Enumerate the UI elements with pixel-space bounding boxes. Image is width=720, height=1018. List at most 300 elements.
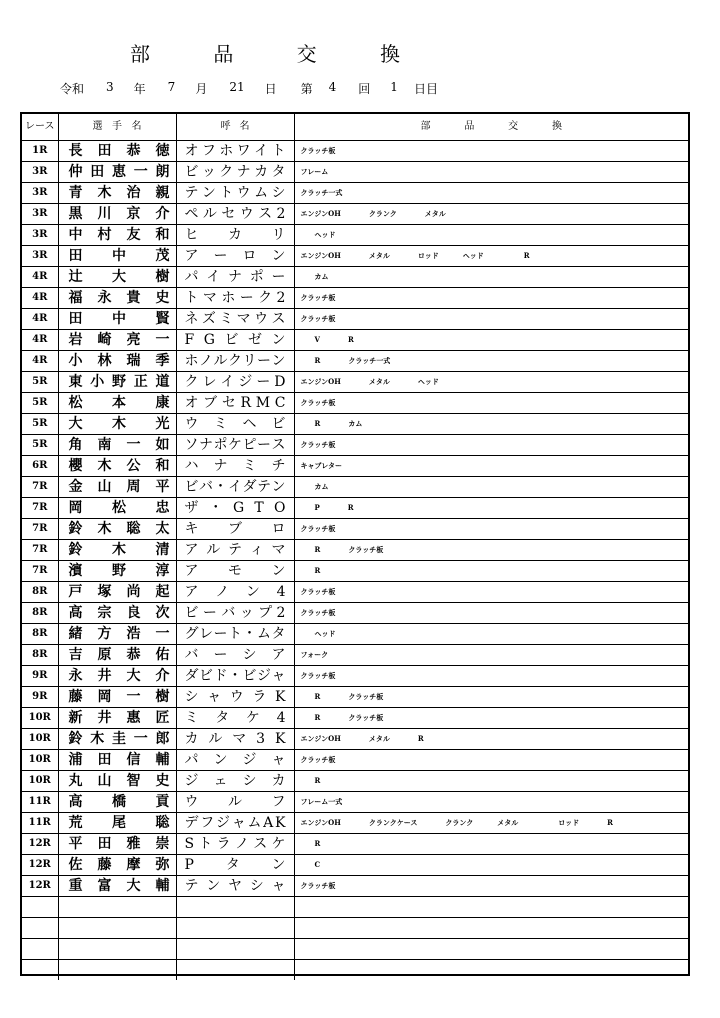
race-cell: 8R [22,645,58,666]
nickname-char: ト [198,836,213,852]
rider-char: 永 [97,290,112,306]
part-item: V [314,335,320,344]
parts-cell [294,519,688,540]
nickname-char: ア [184,584,199,600]
rider-cell [58,183,176,204]
race-cell: 10R [22,708,58,729]
part-item: フレーム一式 [300,797,343,806]
rider-cell [58,435,176,456]
rider-char: 弥 [155,857,170,873]
nickname-char: ケ [228,437,242,453]
part-item: R [314,692,321,701]
nickname-char: ル [213,353,228,369]
rider-char: 櫻 [68,458,83,474]
nickname-char: D [274,374,286,390]
parts-cell [294,666,688,687]
empty-row [22,897,688,918]
rider-char: 智 [126,773,141,789]
rider-char: 丸 [68,773,83,789]
nickname-char: ー [256,374,271,390]
parts-cell [294,729,688,750]
race-cell: 3R [22,183,58,204]
part-item: R [314,419,321,428]
table-row [22,456,688,477]
header-race: レース [22,114,58,141]
nickname-char: ウ [184,416,199,432]
part-item: クラッチ板 [300,587,336,596]
part-item: ロッド [558,818,580,827]
nickname-char: ミ [219,311,234,327]
rider-cell [58,645,176,666]
rider-char: 田 [97,143,112,159]
table-row [22,330,688,351]
nickname-char: ペ [184,206,199,222]
nickname-cell [176,561,294,582]
nickname-char: ビ [271,416,286,432]
part-item: キャブレター [300,461,342,470]
nickname-char: イ [220,374,235,390]
nickname-char: ウ [184,794,199,810]
race-cell: 5R [22,435,58,456]
nickname-char: マ [202,290,217,306]
nickname-char: ジ [242,752,257,768]
header-char: 名 [239,121,250,132]
date-part: 令和 [60,82,85,96]
rider-char: 高 [68,794,83,810]
nickname-char: A [263,815,274,831]
rider-char: 松 [112,500,126,516]
rider-cell [58,162,176,183]
nickname-cell [176,351,294,372]
nickname-char: ピ [242,437,257,453]
parts-cell [294,309,688,330]
rider-char: 浦 [68,752,83,768]
nickname-char: ミ [242,458,257,474]
nickname-char: ア [184,542,199,558]
nickname-char: ッ [239,605,254,621]
table-row [22,351,688,372]
empty-cell [294,918,688,939]
date-part: 月 [195,82,208,96]
rider-char: 聡 [126,521,141,537]
rider-char: 道 [155,374,170,390]
rider-cell [58,624,176,645]
nickname-cell [176,141,294,162]
nickname-char: K [275,689,286,705]
rider-char: 木 [97,185,112,201]
rider-char: 村 [97,227,112,243]
rider-cell [58,372,176,393]
nickname-char: ・ [242,626,257,642]
part-item: クラッチ一式 [300,188,343,197]
nickname-char: リ [271,227,286,243]
race-cell: 12R [22,876,58,897]
rider-char: 黒 [68,206,83,222]
parts-cell [294,267,688,288]
race-cell: 10R [22,750,58,771]
nickname-cell [176,645,294,666]
nickname-char: ー [202,605,217,621]
rider-char: 佑 [155,647,170,663]
nickname-char: ウ [229,689,244,705]
race-cell: 8R [22,582,58,603]
table-row [22,582,688,603]
nickname-char: ア [184,563,199,579]
nickname-char: シ [242,647,257,663]
rider-char: 起 [155,584,170,600]
parts-cell [294,750,688,771]
part-item: メタル [368,377,390,386]
rider-char: 崇 [155,836,170,852]
rider-char: 正 [133,374,148,390]
nickname-char: ク [219,164,234,180]
nickname-char: テ [257,479,271,495]
parts-cell [294,162,688,183]
nickname-char: ナ [236,164,251,180]
rider-char: 橋 [112,794,126,810]
rider-char: 恭 [126,143,141,159]
nickname-char: モ [228,563,242,579]
nickname-cell [176,162,294,183]
nickname-char: ム [247,815,262,831]
rider-char: 山 [97,479,112,495]
part-item: R [314,566,321,575]
nickname-char: ラ [216,836,231,852]
table-row [22,372,688,393]
nickname-cell [176,246,294,267]
race-cell: 7R [22,561,58,582]
rider-char: 藤 [68,689,83,705]
race-cell: 8R [22,603,58,624]
rider-cell [58,582,176,603]
rider-char: 東 [68,374,83,390]
nickname-char: ト [184,290,199,306]
nickname-char: 2 [276,206,286,222]
parts-cell [294,351,688,372]
table-row [22,498,688,519]
nickname-char: P [184,857,194,873]
rider-char: 大 [126,668,141,684]
rider-char: 仲 [68,164,83,180]
nickname-char: ク [228,353,242,369]
race-cell: 7R [22,498,58,519]
nickname-char: ホ [184,353,199,369]
date-part: 第 [300,82,313,96]
part-item: クラッチ板 [300,314,336,323]
nickname-char: ー [213,626,228,642]
part-item: クラッチ板 [300,293,336,302]
rider-char: 季 [155,353,170,369]
table-row [22,309,688,330]
nickname-char: ー [213,248,228,264]
rider-char: 佐 [68,857,83,873]
part-item: フレーム [300,167,329,176]
parts-cell [294,687,688,708]
rider-char: 貴 [126,290,141,306]
nickname-char: イ [228,479,242,495]
race-cell: 7R [22,477,58,498]
parts-exchange-table-frame [20,112,690,976]
nickname-cell [176,414,294,435]
rider-char: 友 [126,227,141,243]
part-item: R [607,818,613,827]
rider-cell [58,141,176,162]
rider-cell [58,771,176,792]
nickname-char: ー [257,353,271,369]
header-char: 部 [420,121,431,132]
nickname-cell [176,204,294,225]
rider-char: 浩 [126,626,141,642]
nickname-char: K [274,731,286,747]
table-row [22,876,688,897]
nickname-char: オ [184,143,199,159]
rider-char: 小 [68,353,83,369]
table-row [22,792,688,813]
race-cell: 9R [22,687,58,708]
rider-char: 木 [90,731,105,747]
nickname-char: ッ [201,164,216,180]
nickname-char: マ [271,542,286,558]
race-cell: 5R [22,414,58,435]
nickname-char: ン [245,584,260,600]
rider-char: 一 [133,164,148,180]
nickname-char: ミ [184,710,199,726]
rider-cell [58,309,176,330]
nickname-char: M [255,395,271,411]
nickname-char: ジ [215,815,230,831]
part-item: R [347,503,354,512]
nickname-char: イ [206,269,221,285]
rider-cell [58,687,176,708]
table-row [22,288,688,309]
nickname-char: カ [228,227,242,243]
nickname-char: ・ [228,668,242,684]
parts-cell [294,246,688,267]
empty-cell [22,897,58,918]
date-part: 年 [133,82,146,96]
rider-char: 田 [68,311,83,327]
title-char: 換 [379,42,400,66]
rider-char: 田 [68,248,83,264]
nickname-cell [176,771,294,792]
part-item: カム [314,482,329,491]
empty-cell [58,918,176,939]
empty-cell [22,960,58,981]
parts-cell [294,876,688,897]
rider-char: 公 [126,458,141,474]
race-cell: 1R [22,141,58,162]
header-char: 手 [112,121,122,132]
nickname-char: ィ [249,542,264,558]
nickname-char: ン [213,752,228,768]
rider-char: 一 [155,332,170,348]
nickname-char: ネ [184,311,199,327]
nickname-cell [176,729,294,750]
rider-char: 大 [68,416,83,432]
nickname-char: ー [213,647,228,663]
nickname-char: ド [213,668,228,684]
parts-cell [294,330,688,351]
part-item: R [523,251,530,260]
parts-cell [294,561,688,582]
rider-char: 山 [97,773,112,789]
parts-cell [294,855,688,876]
nickname-char: プ [258,605,273,621]
nickname-char: ア [271,647,286,663]
empty-cell [22,939,58,960]
nickname-cell [176,813,294,834]
rider-char: 岡 [68,500,83,516]
rider-char: 介 [155,668,170,684]
nickname-char: ・ [208,500,223,516]
nickname-char: ロ [271,521,286,537]
rider-cell [58,246,176,267]
nickname-char: ポ [249,269,264,285]
title-char: 部 [130,42,150,66]
rider-char: 吉 [68,647,83,663]
rider-char: 匠 [155,710,170,726]
race-cell: 11R [22,792,58,813]
nickname-char: パ [184,752,199,768]
nickname-char: ノ [199,353,213,369]
race-cell: 8R [22,624,58,645]
parts-cell [294,708,688,729]
nickname-char: ル [208,731,223,747]
part-item: カム [314,272,329,281]
nickname-char: ケ [271,836,286,852]
table-row [22,246,688,267]
table-row [22,477,688,498]
nickname-cell [176,708,294,729]
nickname-char: F [184,332,195,348]
nickname-char: フ [271,794,286,810]
part-item: エンジンOH [300,734,341,743]
nickname-char: ス [271,311,286,327]
nickname-cell [176,477,294,498]
rider-cell [58,204,176,225]
date-part: 4 [328,80,337,94]
rider-char: 恵 [112,164,126,180]
table-row [22,540,688,561]
nickname-char: ャ [231,815,246,831]
table-row [22,771,688,792]
nickname-char: ・ [213,479,228,495]
header-char: 交 [508,121,519,132]
rider-char: 平 [68,836,83,852]
rider-char: 京 [126,206,141,222]
empty-cell [294,939,688,960]
part-item: R [347,335,354,344]
nickname-char: ポ [213,437,228,453]
nickname-char: 4 [276,710,286,726]
nickname-char: ジ [184,773,199,789]
nickname-cell [176,267,294,288]
nickname-char: フ [200,815,215,831]
nickname-char: デ [184,815,199,831]
parts-cell [294,183,688,204]
nickname-char: ル [228,794,242,810]
rider-cell [58,540,176,561]
date-part: 日 [264,82,277,96]
table-row [22,393,688,414]
nickname-char: ビ [199,668,213,684]
part-item: クラッチ板 [348,692,384,701]
rider-char: 塚 [97,584,112,600]
rider-cell [58,855,176,876]
rider-cell [58,225,176,246]
rider-char: 高 [68,605,83,621]
rider-char: 荒 [68,815,83,831]
nickname-char: ブ [228,521,242,537]
table-row [22,267,688,288]
nickname-cell [176,393,294,414]
nickname-char: ー [257,437,271,453]
parts-cell [294,603,688,624]
rider-char: 長 [68,143,83,159]
nickname-char: オ [184,395,199,411]
part-item: ヘッド [314,629,336,638]
empty-cell [176,918,294,939]
rider-char: 崎 [97,332,112,348]
race-cell: 5R [22,372,58,393]
rider-char: 青 [68,185,83,201]
header-char: 品 [464,121,475,132]
rider-char: 中 [112,311,126,327]
rider-char: 本 [112,395,126,411]
nickname-char: レ [199,626,213,642]
rider-char: 藤 [97,857,112,873]
nickname-char: テ [228,542,242,558]
nickname-cell [176,372,294,393]
part-item: ヘッド [462,251,484,260]
empty-cell [58,960,176,981]
date-part: 21 [229,80,245,94]
nickname-char: ナ [213,458,228,474]
part-item: R [417,734,424,743]
part-item: メタル [424,209,446,218]
rider-char: 方 [97,626,112,642]
nickname-char: バ [199,479,213,495]
race-cell: 10R [22,729,58,750]
rider-cell [58,330,176,351]
race-cell: 3R [22,225,58,246]
rider-char: 松 [68,395,83,411]
nickname-char: ケ [245,710,260,726]
nickname-char: ー [239,290,254,306]
table-row [22,561,688,582]
rider-char: 郎 [155,731,170,747]
part-item: エンジンOH [300,818,341,827]
rider-char: 田 [97,752,112,768]
nickname-char: バ [221,605,236,621]
rider-char: 太 [155,521,170,537]
nickname-char: テ [184,185,199,201]
rider-char: 摩 [126,857,141,873]
race-cell: 7R [22,540,58,561]
rider-cell [58,561,176,582]
race-cell: 6R [22,456,58,477]
table-row [22,813,688,834]
rider-cell [58,267,176,288]
race-cell: 3R [22,162,58,183]
rider-char: 忠 [155,500,170,516]
rider-char: 永 [68,668,83,684]
parts-cell [294,813,688,834]
nickname-char: ミ [213,416,228,432]
table-row [22,855,688,876]
nickname-cell [176,792,294,813]
rider-char: 雅 [126,836,141,852]
